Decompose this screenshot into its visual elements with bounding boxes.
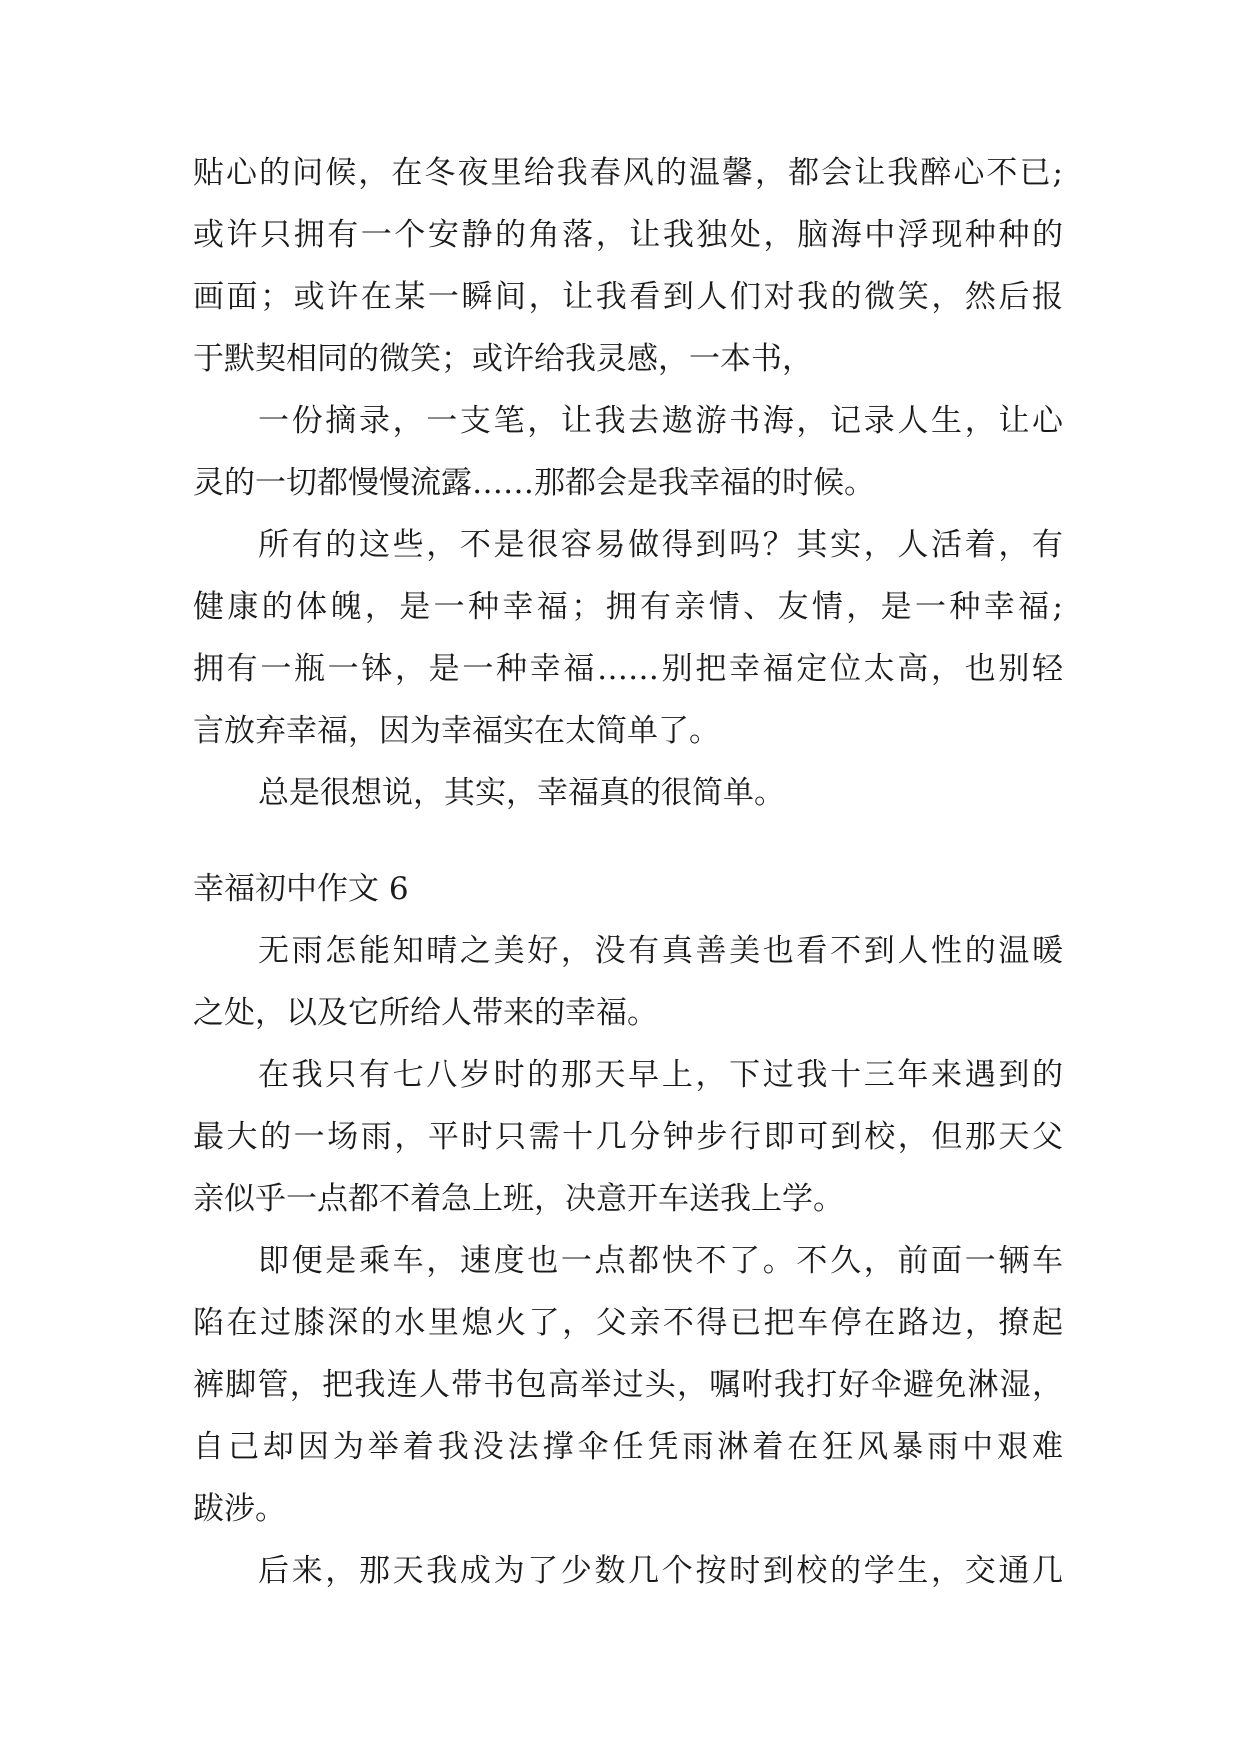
text-line: 亲似乎一点都不着急上班，决意开车送我上学。 [193, 1181, 844, 1217]
text-line: 灵的一切都慢慢流露……那都会是我幸福的时候。 [193, 465, 875, 501]
text-line: 后来，那天我成为了少数几个按时到校的学生，交通几 [258, 1553, 1063, 1589]
text-line: 最大的一场雨，平时只需十几分钟步行即可到校，但那天父 [193, 1119, 1063, 1155]
text-line: 或许只拥有一个安静的角落，让我独处，脑海中浮现种种的 [193, 217, 1063, 253]
text-line: 一份摘录，一支笔，让我去遨游书海，记录人生，让心 [258, 403, 1063, 439]
text-line: 自己却因为举着我没法撑伞任凭雨淋着在狂风暴雨中艰难 [193, 1429, 1063, 1465]
text-line: 在我只有七八岁时的那天早上，下过我十三年来遇到的 [258, 1057, 1063, 1093]
text-line: 健康的体魄，是一种幸福；拥有亲情、友情，是一种幸福; [193, 589, 1063, 625]
text-line: 之处，以及它所给人带来的幸福。 [193, 995, 658, 1031]
text-line: 无雨怎能知晴之美好，没有真善美也看不到人性的温暖 [258, 933, 1063, 969]
text-line: 贴心的问候，在冬夜里给我春风的温馨，都会让我醉心不已; [193, 155, 1063, 191]
text-line: 所有的这些，不是很容易做得到吗？其实，人活着，有 [258, 527, 1063, 563]
text-line: 即便是乘车，速度也一点都快不了。不久，前面一辆车 [258, 1243, 1063, 1279]
text-line: 拥有一瓶一钵，是一种幸福……别把幸福定位太高，也别轻 [193, 651, 1063, 687]
text-line: 于默契相同的微笑；或许给我灵感，一本书， [193, 341, 813, 377]
text-line: 总是很想说，其实，幸福真的很简单。 [258, 775, 785, 811]
text-line: 跋涉。 [193, 1491, 286, 1527]
text-line: 画面；或许在某一瞬间，让我看到人们对我的微笑，然后报 [193, 279, 1063, 315]
text-line: 陷在过膝深的水里熄火了，父亲不得已把车停在路边，撩起 [193, 1305, 1063, 1341]
section-heading: 幸福初中作文 6 [193, 871, 409, 907]
text-line: 裤脚管，把我连人带书包高举过头，嘱咐我打好伞避免淋湿， [193, 1367, 1063, 1403]
text-line: 言放弃幸福，因为幸福实在太简单了。 [193, 713, 720, 749]
